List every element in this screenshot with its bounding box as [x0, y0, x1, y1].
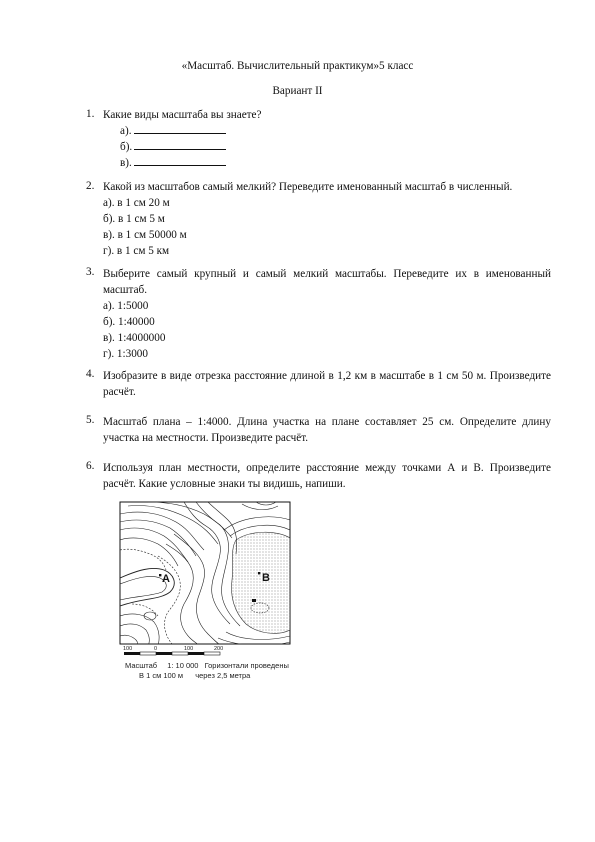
- small-map-label: …: [258, 599, 263, 605]
- contour-interval-line2: через 2,5 метра: [195, 671, 251, 680]
- answer-line: [120, 139, 262, 155]
- question-text: Изобразите в виде отрезка расстояние длиной в 1,2 км в масштабе в 1 см 50 м. Произведите расчёт.: [103, 370, 551, 398]
- question-1: [86, 108, 262, 171]
- question-number: 1.: [86, 108, 95, 120]
- scale-tick: 100: [123, 646, 133, 652]
- question-text: Выберите самый крупный и самый мелкий масштабы. Переведите их в именованный масштаб.: [103, 268, 551, 296]
- option-label: в).: [120, 157, 132, 169]
- scale-tick: 200: [214, 646, 224, 652]
- question-number: 5.: [86, 414, 95, 426]
- map-caption: [125, 661, 289, 671]
- answer-line: [120, 123, 262, 139]
- option: в). в 1 см 50000 м: [103, 229, 187, 241]
- question-number: 2.: [86, 180, 95, 192]
- point-a-label: А: [162, 573, 170, 585]
- blank-line: [134, 139, 226, 150]
- option-label: б).: [120, 141, 133, 153]
- contour-interval-line1: Горизонтали проведены: [204, 661, 289, 670]
- variant-label: Вариант II: [272, 85, 323, 97]
- question-text: Масштаб плана – 1:4000. Длина участка на плане составляет 25 см. Определите длину участка на местности. Произведите расчёт.: [103, 416, 551, 444]
- worksheet-title: «Масштаб. Вычислительный практикум»5 класс: [181, 60, 414, 72]
- question-4: [86, 368, 551, 400]
- scale-word: Масштаб: [125, 661, 158, 670]
- named-scale: В 1 см 100 м: [139, 671, 184, 680]
- question-5: [86, 414, 551, 446]
- option: б). в 1 см 5 м: [103, 213, 165, 225]
- option: а). 1:5000: [103, 300, 149, 312]
- option: в). 1:4000000: [103, 332, 166, 344]
- blank-line: [134, 123, 226, 134]
- contour-map-graphic: [118, 500, 298, 680]
- blank-line: [134, 155, 226, 166]
- question-6: [86, 460, 551, 492]
- building-icon: [252, 599, 256, 602]
- option: г). в 1 см 5 км: [103, 245, 170, 257]
- question-3: [86, 266, 551, 362]
- scale-bar: [124, 652, 220, 655]
- answer-line: [120, 155, 262, 171]
- topographic-map: [118, 500, 298, 683]
- point-b-label: В: [262, 572, 270, 584]
- map-caption-2: [139, 671, 250, 681]
- scale-ratio: 1: 10 000: [167, 661, 199, 670]
- question-text: Используя план местности, определите расстояние между точками А и В. Произведите расчёт. Какие условные знаки ты видишь, напиши.: [103, 462, 551, 490]
- question-number: 3.: [86, 266, 95, 278]
- question-text: Какой из масштабов самый мелкий? Переведите именованный масштаб в численный.: [103, 181, 513, 193]
- question-2: [86, 180, 513, 259]
- scale-tick: 0: [154, 646, 158, 652]
- option-label: а).: [120, 125, 132, 137]
- option: а). в 1 см 20 м: [103, 197, 170, 209]
- question-number: 6.: [86, 460, 95, 472]
- option: б). 1:40000: [103, 316, 155, 328]
- point-b-marker: [258, 572, 260, 574]
- question-number: 4.: [86, 368, 95, 380]
- question-text: Какие виды масштаба вы знаете?: [103, 109, 262, 121]
- option: г). 1:3000: [103, 348, 148, 360]
- scale-tick: 100: [184, 646, 194, 652]
